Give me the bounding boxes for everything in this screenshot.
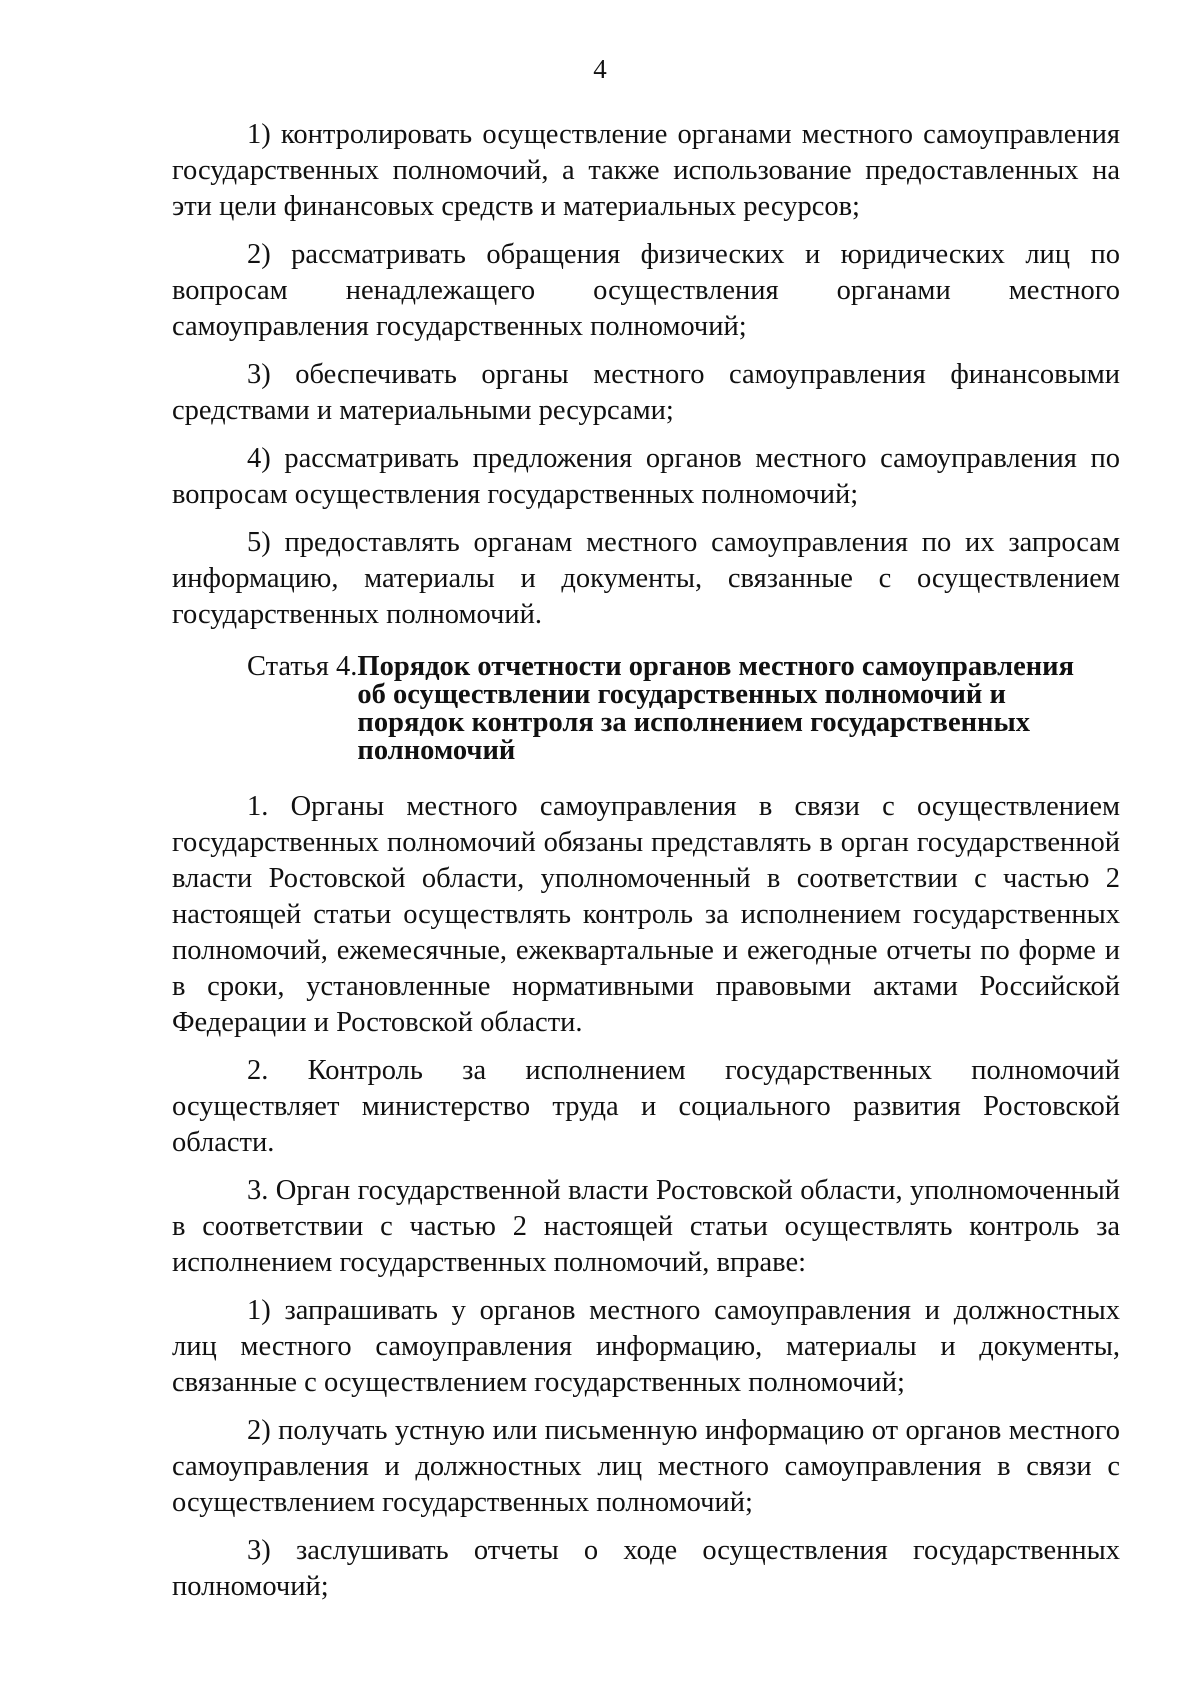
paragraph-subitem-2: 2) получать устную или письменную информацию от органов местного самоуправления и должностных лиц местного самоуправления в связи с осуществлением государственных полномочий; (172, 1415, 1120, 1518)
paragraph-part-1: 1. Органы местного самоуправления в связи с осуществлением государственных полномочий обязаны представлять в орган государственной власти Ростовской области, уполномоченный в соответствии с частью 2 настоящей статьи осуществлять контроль за исполнением государственных полномочий, ежемесячные, ежеквартальные и ежегодные отчеты по форме и в сроки, установленные нормативными правовыми актами Российской Федерации и Ростовской области. (172, 791, 1120, 1038)
paragraph-subitem-3: 3) заслушивать отчеты о ходе осуществления государственных полномочий; (172, 1535, 1120, 1602)
article-heading (172, 653, 1120, 765)
article-title: Порядок отчетности органов местного самоуправления об осуществлении государственных полномочий и порядок контроля за исполнением государственных полномочий (357, 651, 1075, 766)
paragraph-part-2: 2. Контроль за исполнением государственных полномочий осуществляет министерство труда и социального развития Ростовской области. (172, 1055, 1120, 1158)
page-number: 4 (593, 54, 607, 84)
document-body (172, 117, 1120, 1617)
paragraph-item-1: 1) контролировать осуществление органами местного самоуправления государственных полномочий, а также использование предоставленных на эти цели финансовых средств и материальных ресурсов; (172, 119, 1120, 222)
article-number: Статья 4. (247, 651, 358, 682)
paragraph-item-5: 5) предоставлять органам местного самоуправления по их запросам информацию, материалы и документы, связанные с осуществлением государственных полномочий. (172, 527, 1120, 630)
paragraph-item-3: 3) обеспечивать органы местного самоуправления финансовыми средствами и материальными ресурсами; (172, 359, 1120, 426)
paragraph-subitem-1: 1) запрашивать у органов местного самоуправления и должностных лиц местного самоуправления информацию, материалы и документы, связанные с осуществлением государственных полномочий; (172, 1295, 1120, 1398)
paragraph-item-4: 4) рассматривать предложения органов местного самоуправления по вопросам осуществления государственных полномочий; (172, 443, 1120, 510)
paragraph-item-2: 2) рассматривать обращения физических и юридических лиц по вопросам ненадлежащего осуществления органами местного самоуправления государственных полномочий; (172, 239, 1120, 342)
paragraph-part-3: 3. Орган государственной власти Ростовской области, уполномоченный в соответствии с частью 2 настоящей статьи осуществлять контроль за исполнением государственных полномочий, вправе: (172, 1175, 1120, 1278)
